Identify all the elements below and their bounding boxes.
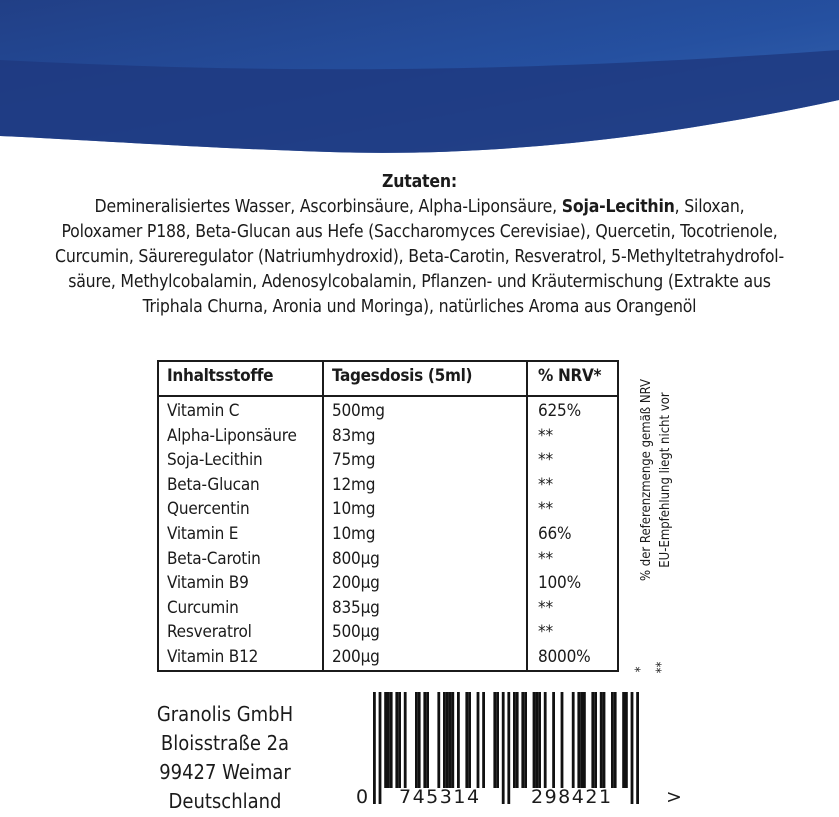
barcode-guard-bar: [502, 692, 505, 804]
cell-ingredient: Quercentin: [167, 499, 250, 520]
barcode-bar: [493, 692, 496, 788]
header-banner: [0, 0, 839, 160]
barcode-bar: [625, 692, 628, 788]
table-row: [159, 475, 617, 500]
header-nrv: % NRV*: [538, 366, 602, 386]
barcode-bar: [561, 692, 564, 788]
nutrition-table: [157, 360, 619, 672]
barcode-bar: [449, 692, 452, 788]
footnote-star-double: **: [654, 661, 670, 674]
cell-ingredient: Vitamin B9: [167, 573, 249, 594]
cell-dose: 200µg: [332, 573, 380, 594]
cell-ingredient: Curcumin: [167, 597, 239, 618]
company-address: [140, 700, 310, 816]
barcode-bar: [437, 692, 440, 788]
barcode-bar: [384, 692, 387, 788]
barcode-bar: [404, 692, 407, 788]
ingredients-line-5: Triphala Churna, Aronia und Moringa), natürliches Aroma aus Orangenöl: [142, 297, 697, 317]
barcode-guard-bar: [631, 692, 634, 804]
barcode-guard-bar: [373, 692, 376, 804]
barcode-bar: [580, 692, 583, 788]
table-row: [159, 647, 617, 672]
barcode-bar: [521, 692, 524, 788]
barcode-guard-bar: [379, 692, 382, 804]
barcode-bar: [513, 692, 516, 788]
table-row: [159, 622, 617, 647]
table-row: [159, 450, 617, 475]
cell-ingredient: Vitamin B12: [167, 646, 259, 667]
barcode-first-digit: 0: [356, 786, 370, 808]
table-row: [159, 401, 617, 426]
cell-nrv: **: [538, 597, 553, 618]
cell-dose: 800µg: [332, 548, 380, 569]
postal-city: 99427 Weimar: [159, 760, 291, 784]
barcode-bar: [591, 692, 594, 788]
barcode-bar: [600, 692, 603, 788]
cell-nrv: **: [538, 622, 553, 643]
ingredients-highlight: Soja-Lecithin: [561, 197, 675, 217]
cell-nrv: **: [538, 499, 553, 520]
cell-ingredient: Vitamin C: [167, 401, 240, 421]
header-ingredient: Inhaltsstoffe: [167, 366, 274, 386]
company-name: Granolis GmbH: [156, 702, 294, 726]
table-row: [159, 573, 617, 598]
barcode-bar: [482, 692, 485, 788]
barcode-bar: [496, 692, 499, 788]
cell-nrv: 66%: [538, 523, 572, 544]
barcode-bar: [533, 692, 536, 788]
barcode-bar: [544, 692, 547, 788]
barcode-bar: [395, 692, 398, 788]
cell-dose: 10mg: [332, 499, 376, 520]
barcode-bar: [583, 692, 586, 788]
ingredients-line-1-tail: , Siloxan,: [674, 197, 745, 217]
cell-dose: 83mg: [332, 425, 376, 446]
cell-ingredient: Beta-Carotin: [167, 548, 261, 569]
barcode-bar: [614, 692, 617, 788]
barcode-bar: [446, 692, 449, 788]
street: Bloisstraße 2a: [160, 731, 290, 755]
header-daily-dose: Tagesdosis (5ml): [332, 366, 473, 386]
barcode-bar: [577, 692, 580, 788]
table-row: [159, 499, 617, 524]
header-divider: [159, 395, 617, 397]
cell-dose: 500µg: [332, 622, 380, 643]
barcode-bar: [535, 692, 538, 788]
barcode-left-group: 745314: [399, 786, 481, 808]
barcode-bar: [611, 692, 614, 788]
nrv-footnote: [637, 360, 677, 600]
barcode-bar: [552, 692, 555, 788]
barcode-bar: [415, 692, 418, 788]
barcode-bar: [468, 692, 471, 788]
ingredients-line-3: Curcumin, Säureregulator (Natriumhydroxid), Beta-Carotin, Resveratrol, 5-Methyltetrahydrofol-: [55, 247, 784, 267]
ingredients-line-1: [0, 195, 839, 220]
barcode-bar: [457, 692, 460, 788]
table-row: [159, 598, 617, 623]
ingredients-line-4: säure, Methylcobalamin, Adenosylcobalamin, Pflanzen- und Kräutermischung (Extrakte aus: [68, 272, 771, 292]
barcode-bar: [477, 692, 480, 788]
ingredients-block: [0, 170, 839, 320]
cell-ingredient: Soja-Lecithin: [167, 450, 263, 471]
barcode-bar: [572, 692, 575, 788]
barcode-bar: [398, 692, 401, 788]
barcode-guard-bar: [636, 692, 639, 804]
ingredients-line-2: Poloxamer P188, Beta-Glucan aus Hefe (Saccharomyces Cerevisiae), Quercetin, Tocotrienole,: [61, 222, 778, 242]
table-body: [159, 401, 617, 672]
footnote-no-recommendation: EU-Empfehlung liegt nicht vor: [658, 392, 673, 568]
cell-dose: 200µg: [332, 646, 380, 667]
cell-dose: 500mg: [332, 401, 385, 421]
cell-ingredient: Resveratrol: [167, 622, 252, 643]
cell-dose: 12mg: [332, 474, 376, 495]
barcode-bar: [426, 692, 429, 788]
barcode-bar: [603, 692, 606, 788]
footnote-text: [637, 360, 677, 600]
cell-nrv: **: [538, 450, 553, 471]
table-row: [159, 524, 617, 549]
barcode-bar: [423, 692, 426, 788]
footnote-star-single: *: [633, 666, 649, 673]
barcode-bar: [451, 692, 454, 788]
table-row: [159, 549, 617, 574]
cell-dose: 75mg: [332, 450, 376, 471]
cell-nrv: **: [538, 425, 553, 446]
cell-ingredient: Alpha-Liponsäure: [167, 425, 297, 446]
footnote-reference: % der Referenzmenge gemäß NRV: [639, 378, 654, 582]
barcode-bar: [516, 692, 519, 788]
cell-nrv: **: [538, 474, 553, 495]
barcode-bar: [443, 692, 446, 788]
cell-dose: 835µg: [332, 597, 380, 618]
cell-nrv: 100%: [538, 573, 581, 594]
barcode-bar: [524, 692, 527, 788]
barcode-bar: [622, 692, 625, 788]
table-row: [159, 426, 617, 451]
barcode-bar: [594, 692, 597, 788]
country: Deutschland: [168, 789, 282, 813]
cell-ingredient: Vitamin E: [167, 523, 239, 544]
barcode-bar: [390, 692, 393, 788]
barcode-bar: [418, 692, 421, 788]
barcode-bar: [538, 692, 541, 788]
barcode-bar: [465, 692, 468, 788]
ingredients-heading: Zutaten:: [382, 172, 457, 192]
cell-ingredient: Beta-Glucan: [167, 474, 260, 495]
cell-dose: 10mg: [332, 523, 376, 544]
barcode-guard-bar: [507, 692, 510, 804]
barcode-bar: [387, 692, 390, 788]
cell-nrv: 8000%: [538, 646, 591, 667]
ingredients-line-1-text: Demineralisiertes Wasser, Ascorbinsäure, Alpha-Liponsäure,: [94, 197, 557, 217]
cell-nrv: **: [538, 548, 553, 569]
barcode-quiet-zone-mark: >: [666, 786, 684, 808]
barcode-right-group: 298421: [531, 786, 613, 808]
cell-nrv: 625%: [538, 401, 581, 421]
